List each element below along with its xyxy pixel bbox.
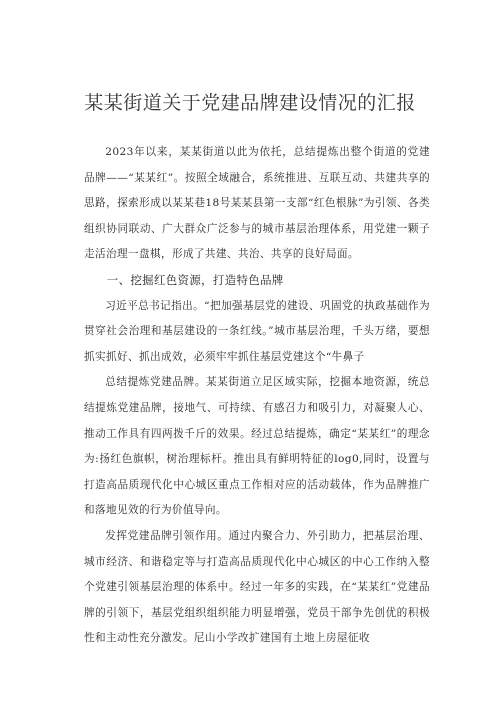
paragraph-brand-leading: 发挥党建品牌引领作用。通过内聚合力、外引助力，把基层治理、城市经济、和谐稳定等与打造高品质现代化中心城区的中心工作纳入整个党建引领基层治理的体系中。经过一年多的实践，在“某某红”党建品牌的引领下，基层党组织组织能力明显增强，党员干部争先创优的积极性和主动性充分激发。尼山小学改扩建国有土地上房屋征收: [84, 529, 430, 645]
document-body: [84, 140, 430, 652]
intro-paragraph: 2023年以来，某某街道以此为依托，总结提炼出整个街道的党建品牌——“某某红”。按照全域融合，系统推进、互联互动、共建共享的思路，探索形成以某某巷18号某某县第一支部“红色根脉”为引领、各类组织协同联动、广大群众广泛参与的城市基层治理体系，用党建一颗子走活治理一盘棋，形成了共建、共治、共享的良好局面。: [84, 146, 430, 261]
section-heading: 一、挖掘红色资源，打造特色品牌: [106, 272, 284, 287]
document-title: 某某街道关于党建品牌建设情况的汇报: [84, 92, 416, 114]
paragraph-xi-quote: 习近平总书记指出。“把加强基层党的建设、巩固党的执政基础作为贯穿社会治理和基层建设的一条红线。”城市基层治理，千头万绪，要想抓实抓好、抓出成效，必须牢牢抓住基层党建这个“牛鼻子: [84, 299, 430, 363]
paragraph-brand-summary: 总结提炼党建品牌。某某街道立足区域实际，挖掘本地资源，统总结提炼党建品牌，接地气、可持续、有感召力和吸引力，对凝聚人心、推动工作具有四两拨千斤的效果。经过总结提炼，确定“某某红”的理念为:扬红色旗帜，树治理标杆。推出具有鲜明特征的log0,同时，设置与打造高品质现代化中心城区重点工作相对应的活动载体，作为品牌推广和落地见效的行为价值导向。: [84, 376, 430, 517]
